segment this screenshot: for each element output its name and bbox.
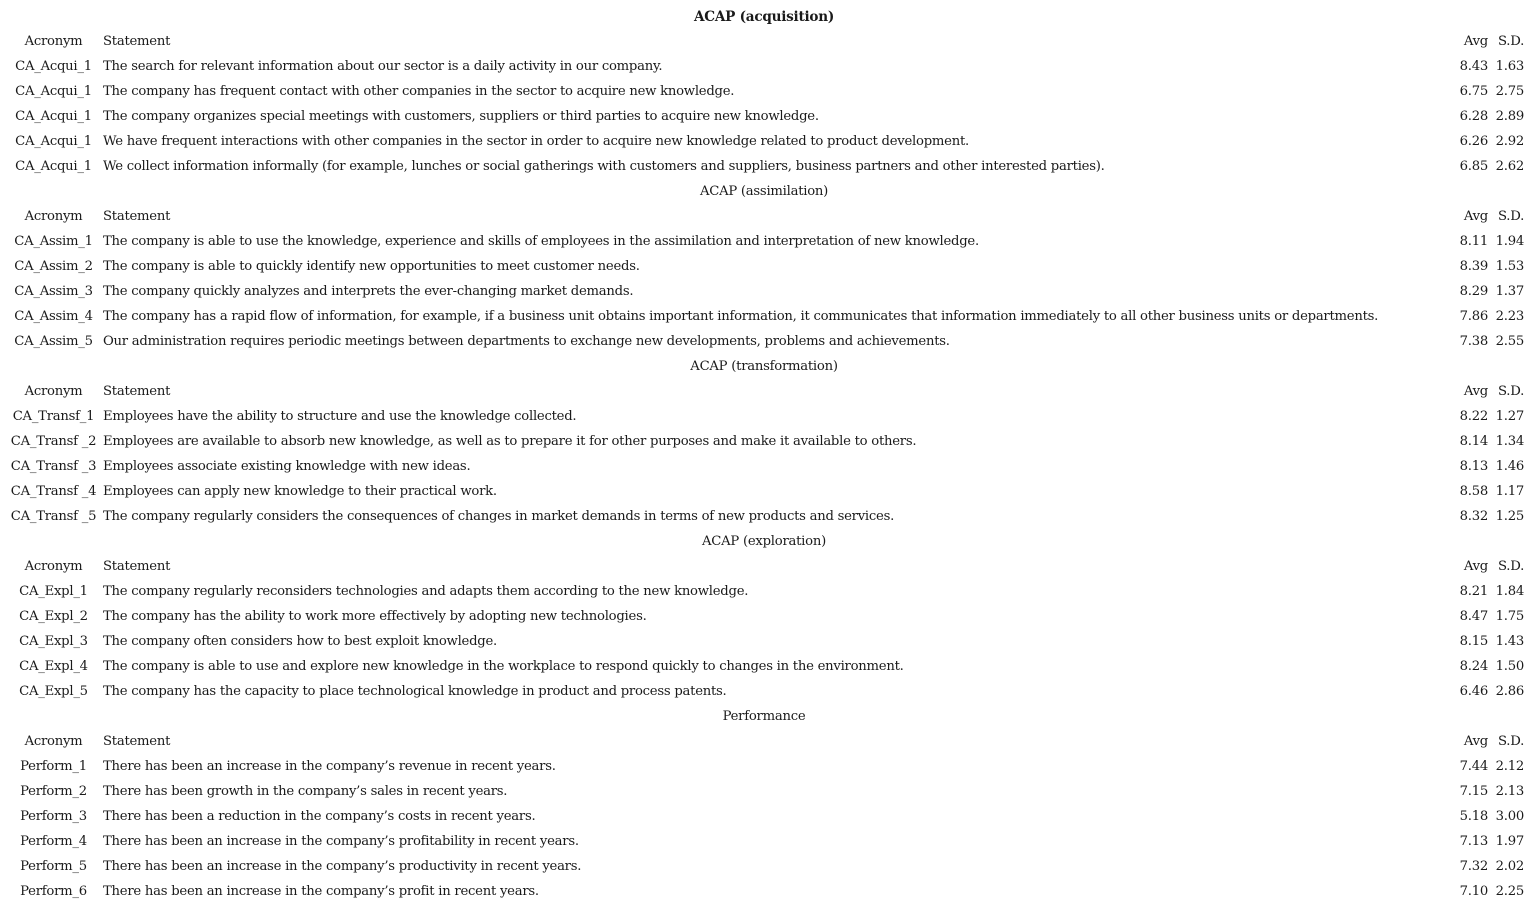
table-row	[4, 479, 1524, 504]
row-acronym: Perform_3	[20, 809, 87, 824]
row-statement: The company organizes special meetings with customers, suppliers or third parties to acquire new knowledge.	[103, 109, 819, 124]
row-acronym: CA_Transf _3	[10, 459, 97, 474]
row-sd: 2.86	[1495, 684, 1525, 699]
table-row	[4, 879, 1524, 904]
row-statement: The company has a rapid flow of information, for example, if a business unit obtains important information, it communicates that information immediately to all other business units or departments.	[103, 309, 1379, 324]
table-row	[4, 104, 1524, 129]
table-row	[4, 429, 1524, 454]
column-header-row	[4, 204, 1524, 229]
table-row	[4, 404, 1524, 429]
row-sd: 1.25	[1495, 509, 1525, 524]
row-acronym: CA_Acqui_1	[15, 109, 92, 124]
row-sd: 2.89	[1495, 109, 1525, 124]
row-sd: 2.62	[1495, 159, 1525, 174]
column-header-avg: Avg	[1463, 734, 1488, 749]
row-avg: 7.15	[1459, 784, 1488, 799]
column-header-avg: Avg	[1463, 559, 1488, 574]
row-avg: 6.75	[1459, 84, 1488, 99]
row-avg: 6.46	[1459, 684, 1488, 699]
column-header-avg: Avg	[1463, 384, 1488, 399]
row-avg: 7.38	[1459, 334, 1488, 349]
row-statement: The company has the capacity to place technological knowledge in product and process patents.	[103, 684, 727, 699]
column-header-sd: S.D.	[1497, 34, 1525, 49]
row-statement: Employees can apply new knowledge to their practical work.	[103, 484, 497, 499]
column-header-statement: Statement	[103, 384, 171, 399]
column-header-acronym: Acronym	[24, 559, 83, 574]
row-acronym: CA_Assim_4	[14, 309, 93, 324]
row-sd: 1.17	[1495, 484, 1525, 499]
row-acronym: CA_Transf _4	[10, 484, 97, 499]
table-row	[4, 779, 1524, 804]
row-acronym: CA_Acqui_1	[15, 84, 92, 99]
column-header-acronym: Acronym	[24, 34, 83, 49]
row-avg: 8.21	[1459, 584, 1488, 599]
row-statement: The company is able to use and explore new knowledge in the workplace to respond quickly to changes in the environment.	[103, 659, 904, 674]
row-acronym: CA_Acqui_1	[15, 59, 92, 74]
row-sd: 1.53	[1495, 259, 1525, 274]
section-title-row	[4, 179, 1524, 204]
row-sd: 2.75	[1495, 84, 1525, 99]
row-acronym: CA_Transf_1	[12, 409, 95, 424]
table-row	[4, 654, 1524, 679]
table-row	[4, 829, 1524, 854]
row-statement: Employees have the ability to structure and use the knowledge collected.	[103, 409, 577, 424]
row-avg: 8.32	[1459, 509, 1488, 524]
row-acronym: CA_Assim_5	[14, 334, 93, 349]
row-acronym: CA_Transf _5	[10, 509, 97, 524]
table-row	[4, 629, 1524, 654]
row-sd: 2.23	[1495, 309, 1525, 324]
row-statement: The company has the ability to work more effectively by adopting new technologies.	[103, 609, 647, 624]
row-acronym: CA_Expl_4	[19, 659, 88, 674]
row-sd: 1.43	[1495, 634, 1525, 649]
table-row	[4, 854, 1524, 879]
row-statement: The company regularly considers the consequences of changes in market demands in terms of new products and services.	[103, 509, 895, 524]
column-header-acronym: Acronym	[24, 734, 83, 749]
column-header-sd: S.D.	[1497, 559, 1525, 574]
column-header-statement: Statement	[103, 209, 171, 224]
section-title: Performance	[722, 709, 806, 724]
row-sd: 1.34	[1495, 434, 1525, 449]
table-row	[4, 454, 1524, 479]
row-acronym: CA_Expl_1	[19, 584, 88, 599]
row-avg: 8.24	[1459, 659, 1488, 674]
table-row	[4, 579, 1524, 604]
row-statement: The company is able to use the knowledge, experience and skills of employees in the assimilation and interpretation of new knowledge.	[103, 234, 979, 249]
row-statement: There has been an increase in the company’s profitability in recent years.	[103, 834, 579, 849]
column-header-statement: Statement	[103, 734, 171, 749]
row-acronym: CA_Expl_2	[19, 609, 88, 624]
row-statement: There has been growth in the company’s sales in recent years.	[103, 784, 508, 799]
row-avg: 7.44	[1459, 759, 1488, 774]
column-header-acronym: Acronym	[24, 209, 83, 224]
column-header-row	[4, 554, 1524, 579]
column-header-avg: Avg	[1463, 209, 1488, 224]
row-avg: 6.85	[1459, 159, 1488, 174]
row-sd: 2.12	[1495, 759, 1525, 774]
row-avg: 8.11	[1459, 234, 1488, 249]
row-acronym: Perform_5	[20, 859, 87, 874]
table-row	[4, 754, 1524, 779]
column-header-acronym: Acronym	[24, 384, 83, 399]
row-acronym: CA_Expl_3	[19, 634, 88, 649]
row-statement: There has been an increase in the company’s productivity in recent years.	[103, 859, 582, 874]
row-sd: 2.55	[1495, 334, 1525, 349]
row-sd: 1.37	[1495, 284, 1525, 299]
table-row	[4, 504, 1524, 529]
row-avg: 6.26	[1459, 134, 1488, 149]
row-statement: There has been a reduction in the company’s costs in recent years.	[103, 809, 536, 824]
row-statement: There has been an increase in the company’s revenue in recent years.	[103, 759, 556, 774]
row-avg: 5.18	[1459, 809, 1488, 824]
row-sd: 1.94	[1495, 234, 1525, 249]
column-header-statement: Statement	[103, 34, 171, 49]
row-statement: Employees associate existing knowledge with new ideas.	[103, 459, 471, 474]
row-acronym: CA_Acqui_1	[15, 134, 92, 149]
row-acronym: Perform_6	[20, 884, 87, 899]
row-sd: 1.50	[1495, 659, 1525, 674]
row-avg: 8.15	[1459, 634, 1488, 649]
table-row	[4, 604, 1524, 629]
row-avg: 8.22	[1459, 409, 1488, 424]
column-header-sd: S.D.	[1497, 384, 1525, 399]
row-statement: Employees are available to absorb new knowledge, as well as to prepare it for other purposes and make it available to others.	[103, 434, 917, 449]
row-statement: The search for relevant information about our sector is a daily activity in our company.	[103, 59, 663, 74]
row-acronym: CA_Assim_3	[14, 284, 93, 299]
table-row	[4, 679, 1524, 704]
section-title: ACAP (transformation)	[690, 359, 838, 374]
row-sd: 1.63	[1495, 59, 1525, 74]
row-acronym: CA_Acqui_1	[15, 159, 92, 174]
row-acronym: Perform_4	[20, 834, 87, 849]
row-acronym: Perform_1	[20, 759, 87, 774]
table-row	[4, 54, 1524, 79]
row-avg: 6.28	[1459, 109, 1488, 124]
section-title-row	[4, 704, 1524, 729]
row-sd: 2.25	[1495, 884, 1525, 899]
row-acronym: CA_Transf _2	[10, 434, 97, 449]
row-acronym: CA_Assim_2	[14, 259, 93, 274]
column-header-row	[4, 729, 1524, 754]
table-row	[4, 279, 1524, 304]
column-header-statement: Statement	[103, 559, 171, 574]
section-title: ACAP (assimilation)	[699, 184, 829, 199]
column-header-avg: Avg	[1463, 34, 1488, 49]
row-statement: We have frequent interactions with other companies in the sector in order to acquire new knowledge related to product development.	[103, 134, 969, 149]
survey-table	[4, 4, 1524, 904]
section-title-row	[4, 354, 1524, 379]
row-acronym: CA_Assim_1	[14, 234, 93, 249]
row-statement: There has been an increase in the company’s profit in recent years.	[103, 884, 539, 899]
row-statement: The company regularly reconsiders technologies and adapts them according to the new knowledge.	[103, 584, 749, 599]
row-sd: 2.02	[1495, 859, 1525, 874]
row-sd: 2.92	[1495, 134, 1525, 149]
table-row	[4, 304, 1524, 329]
column-header-sd: S.D.	[1497, 734, 1525, 749]
row-avg: 8.43	[1459, 59, 1488, 74]
row-acronym: Perform_2	[20, 784, 87, 799]
row-statement: The company has frequent contact with other companies in the sector to acquire new knowledge.	[103, 84, 735, 99]
row-avg: 8.39	[1459, 259, 1488, 274]
row-statement: The company is able to quickly identify new opportunities to meet customer needs.	[103, 259, 640, 274]
row-sd: 1.75	[1495, 609, 1525, 624]
row-avg: 7.13	[1459, 834, 1488, 849]
table-row	[4, 329, 1524, 354]
row-avg: 8.29	[1459, 284, 1488, 299]
column-header-row	[4, 379, 1524, 404]
row-statement: The company quickly analyzes and interprets the ever-changing market demands.	[103, 284, 634, 299]
row-statement: Our administration requires periodic meetings between departments to exchange new developments, problems and achievements.	[103, 334, 950, 349]
row-sd: 1.84	[1495, 584, 1525, 599]
section-title: ACAP (acquisition)	[693, 8, 835, 25]
row-sd: 1.46	[1495, 459, 1525, 474]
table-row	[4, 804, 1524, 829]
row-avg: 8.58	[1459, 484, 1488, 499]
column-header-row	[4, 29, 1524, 54]
section-title: ACAP (exploration)	[702, 534, 826, 549]
table-row	[4, 154, 1524, 179]
table-row	[4, 229, 1524, 254]
row-sd: 1.27	[1495, 409, 1525, 424]
row-acronym: CA_Expl_5	[19, 684, 88, 699]
survey-table-body	[4, 4, 1524, 904]
column-header-sd: S.D.	[1497, 209, 1525, 224]
row-avg: 8.14	[1459, 434, 1488, 449]
table-row	[4, 254, 1524, 279]
row-avg: 8.47	[1459, 609, 1488, 624]
row-statement: We collect information informally (for example, lunches or social gatherings with customers and suppliers, business partners and other interested parties).	[103, 159, 1105, 174]
row-avg: 7.86	[1459, 309, 1488, 324]
row-avg: 7.10	[1459, 884, 1488, 899]
table-row	[4, 129, 1524, 154]
table-row	[4, 79, 1524, 104]
row-statement: The company often considers how to best exploit knowledge.	[103, 634, 497, 649]
row-avg: 8.13	[1459, 459, 1488, 474]
row-sd: 1.97	[1495, 834, 1525, 849]
row-sd: 2.13	[1495, 784, 1525, 799]
section-title-row	[4, 4, 1524, 29]
row-sd: 3.00	[1495, 809, 1525, 824]
row-avg: 7.32	[1459, 859, 1488, 874]
section-title-row	[4, 529, 1524, 554]
